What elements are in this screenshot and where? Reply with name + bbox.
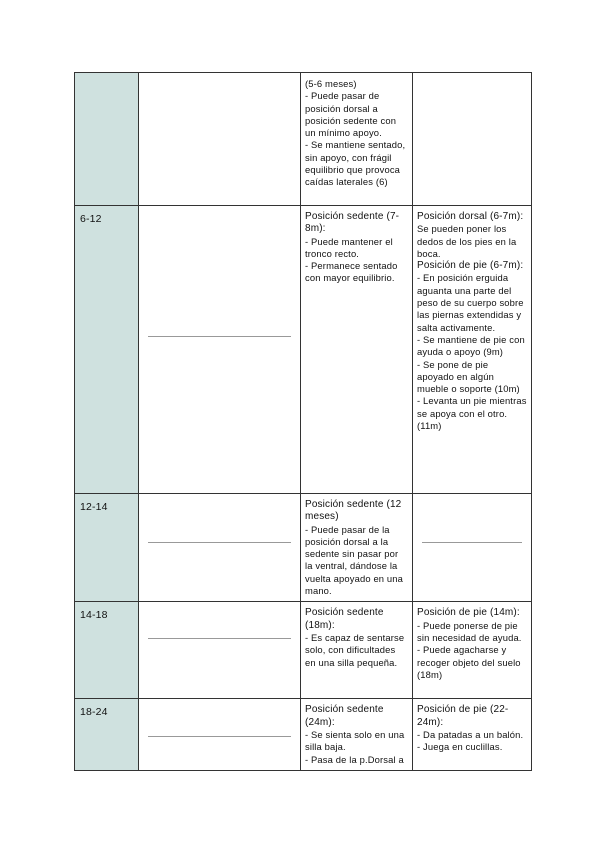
cell-line: - Puede pasar de la posición dorsal a la sedente sin pasar por la ventral, dándose la vuelta apoyado en una mano. xyxy=(305,523,404,597)
cell-line: - Levanta un pie mientras se apoya con el otro. (11m) xyxy=(417,395,527,432)
cell-line: (5-6 meses) xyxy=(305,78,357,89)
line-cell xyxy=(139,602,301,699)
line-cell xyxy=(139,494,301,602)
age-cell: 18-24 xyxy=(75,699,139,770)
standing-cell xyxy=(413,602,532,699)
cell-heading: Posición de pie (22-24m): xyxy=(417,704,509,728)
sitting-cell xyxy=(301,699,413,770)
age-cell xyxy=(75,73,139,206)
table-row xyxy=(75,73,532,206)
horizontal-line xyxy=(148,336,291,337)
standing-cell xyxy=(413,699,532,770)
cell-line: - Se mantiene sentado, sin apoyo, con frágil equilibrio que provoca caídas laterales (6) xyxy=(305,139,406,188)
cell-heading: Posición sedente (12 meses) xyxy=(305,499,402,523)
horizontal-line xyxy=(148,542,291,543)
cell-heading: Posición de pie (14m): xyxy=(417,607,520,619)
table-row xyxy=(75,206,532,494)
cell-line: - Pasa de la p.Dorsal a xyxy=(305,753,404,765)
age-cell: 6-12 xyxy=(75,206,139,494)
cell-line: - Puede agacharse y recoger objeto del suelo (18m) xyxy=(417,644,521,680)
sitting-cell xyxy=(301,73,413,206)
cell-line: - Puede pasar de posición dorsal a posición sedente con un mínimo apoyo. xyxy=(305,90,397,139)
cell-line: - Permanece sentado con mayor equilibrio. xyxy=(305,260,398,284)
line-cell xyxy=(413,494,532,602)
table-row xyxy=(75,494,532,602)
cell-line: - En posición erguida aguanta una parte del peso de su cuerpo sobre las piernas extendidas y salta activamente. xyxy=(417,272,524,333)
table-row xyxy=(75,602,532,699)
empty-cell xyxy=(413,73,532,206)
line-cell xyxy=(139,699,301,770)
empty-cell xyxy=(139,73,301,206)
cell-heading: Posición sedente (18m): xyxy=(305,607,384,631)
cell-line: - Puede mantener el tronco recto. xyxy=(305,235,393,259)
table-row xyxy=(75,699,532,770)
sitting-cell xyxy=(301,206,413,494)
cell-line: Se pueden poner los dedos de los pies en la boca. xyxy=(417,223,517,259)
horizontal-line xyxy=(422,542,522,543)
sitting-cell xyxy=(301,494,413,602)
sitting-cell xyxy=(301,602,413,699)
age-cell: 12-14 xyxy=(75,494,139,602)
standing-cell xyxy=(413,206,532,494)
cell-line: - Da patadas a un balón. xyxy=(417,728,524,740)
cell-line: - Se pone de pie apoyado en algún mueble o soporte (10m) xyxy=(417,358,520,395)
cell-heading: Posición sedente (24m): xyxy=(305,704,384,728)
cell-heading: Posición sedente (7-8m): xyxy=(305,211,400,235)
age-cell: 14-18 xyxy=(75,602,139,699)
cell-line: - Juega en cuclillas. xyxy=(417,741,503,753)
cell-line: - Puede ponerse de pie sin necesidad de ayuda. xyxy=(417,619,522,643)
cell-heading: Posición de pie (6-7m): xyxy=(417,260,524,272)
cell-heading: Posición dorsal (6-7m): xyxy=(417,211,524,222)
development-table xyxy=(74,72,532,771)
horizontal-line xyxy=(148,736,291,737)
cell-line: - Es capaz de sentarse solo, con dificultades en una silla pequeña. xyxy=(305,631,405,668)
horizontal-line xyxy=(148,638,291,639)
line-cell xyxy=(139,206,301,494)
cell-line: - Se mantiene de pie con ayuda o apoyo (9m) xyxy=(417,333,525,358)
cell-line: - Se sienta solo en una silla baja. xyxy=(305,728,405,753)
